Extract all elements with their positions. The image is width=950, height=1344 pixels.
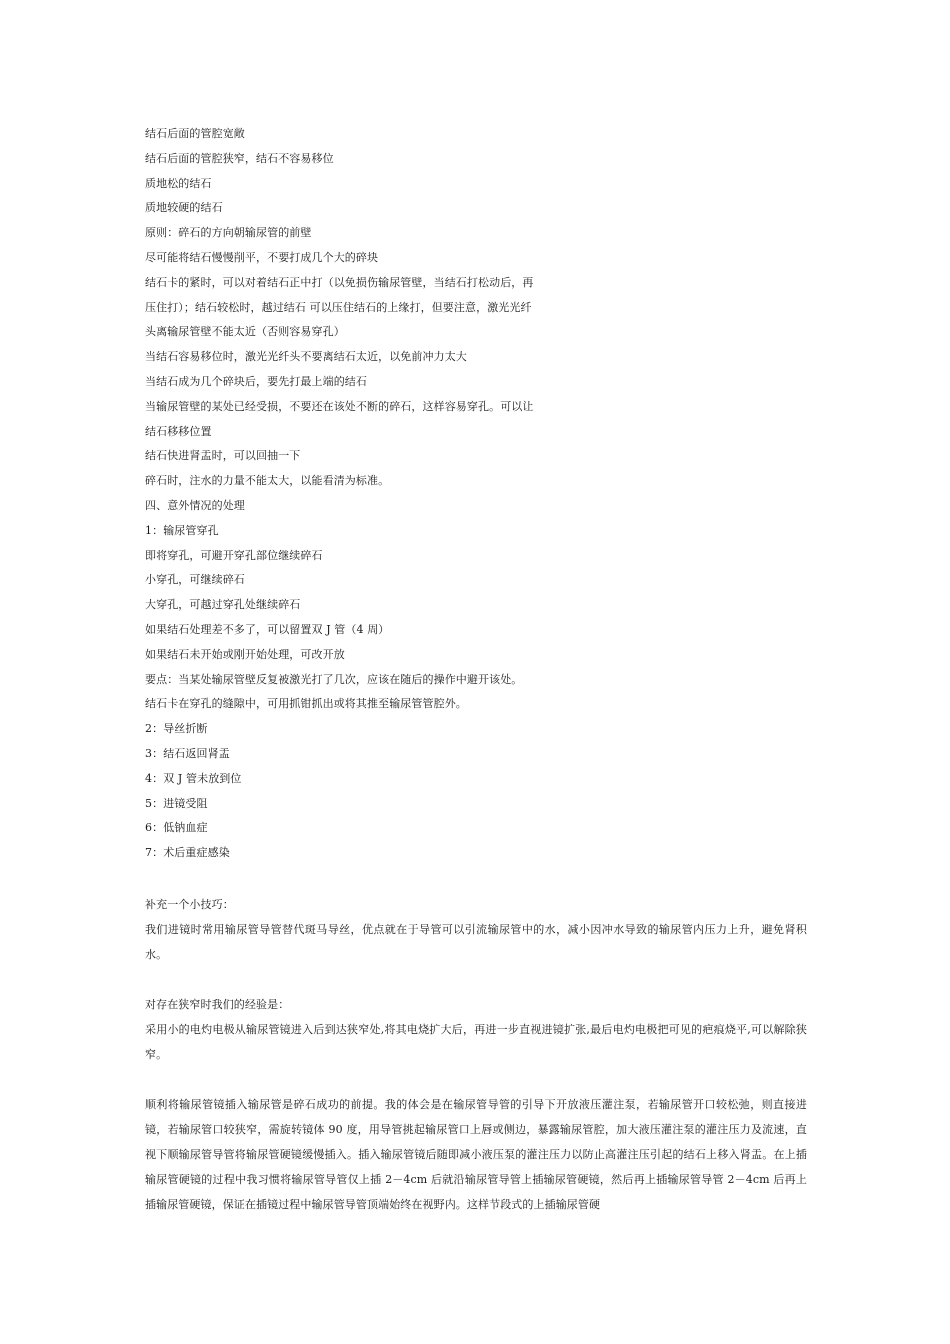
text-line: 原则：碎石的方向朝输尿管的前壁 xyxy=(145,226,312,240)
text-line: 结石快进肾盂时，可以回抽一下 xyxy=(145,449,301,463)
tips-heading: 补充一个小技巧： xyxy=(145,898,234,911)
stricture-heading: 对存在狭窄时我们的经验是： xyxy=(145,998,290,1011)
numbered-item: 7：术后重症感染 xyxy=(145,846,230,860)
text-line: 结石卡在穿孔的缝隙中，可用抓钳抓出或将其推至输尿管管腔外。 xyxy=(145,697,467,711)
text-line: 当结石容易移位时，激光光纤头不要离结石太近，以免前冲力太大 xyxy=(145,350,467,364)
text-line: 小穿孔，可继续碎石 xyxy=(145,573,245,587)
insertion-section xyxy=(145,1092,807,1217)
text-line: 结石后面的管腔狭窄，结石不容易移位 xyxy=(145,151,334,165)
text-line: 如果结石未开始或刚开始处理，可改开放 xyxy=(145,647,345,661)
text-line: 结石后面的管腔宽敞 xyxy=(145,127,245,140)
tips-paragraph: 我们进镜时常用输尿管导管替代斑马导丝，优点就在于导管可以引流输尿管中的水，减小因冲水导致的输尿管内压力上升，避免肾积水。 xyxy=(145,923,807,961)
text-line: 质地较硬的结石 xyxy=(145,201,223,215)
text-line: 结石移移位置 xyxy=(145,424,212,438)
numbered-item: 5：进镜受阻 xyxy=(145,796,208,810)
stricture-paragraph: 采用小的电灼电极从输尿管镜进入后到达狭窄处,将其电烧扩大后，再进一步直视进镜扩张,最后电灼电极把可见的疤痕烧平,可以解除狭窄。 xyxy=(145,1023,807,1061)
section-heading: 四、意外情况的处理 xyxy=(145,498,245,512)
text-line: 要点：当某处输尿管壁反复被激光打了几次，应该在随后的操作中避开该处。 xyxy=(145,672,523,686)
text-line: 压住打）；结石较松时，越过结石 可以压住结石的上缘打，但要注意，激光光纤 xyxy=(145,300,532,314)
stricture-section xyxy=(145,992,807,1067)
numbered-item: 1：输尿管穿孔 xyxy=(145,523,219,537)
text-line: 如果结石处理差不多了，可以留置双 J 管（4 周） xyxy=(145,622,390,636)
text-line: 结石卡的紧时，可以对着结石正中打（以免损伤输尿管壁，当结石打松动后，再 xyxy=(145,275,534,289)
insertion-paragraph: 顺利将输尿管镜插入输尿管是碎石成功的前提。我的体会是在输尿管导管的引导下开放液压灌注泵，若输尿管开口较松弛，则直接进镜，若输尿管口较狭窄，需旋转镜体 90 度，用导管挑起输尿管口上唇或侧边，暴露输尿管腔，加大液压灌注泵的灌注压力及流速，直视下顺输尿管导管将输尿管硬镜缓慢插入。插入输尿管镜后随即减小液压泵的灌注压力以防止高灌注压引起的结石上移入肾盂。在上插输尿管硬镜的过程中我习惯将输尿管导管仅上插 2－4cm 后就沿输尿管导管上插输尿管硬镜，然后再上插输尿管导管 2－4cm 后再上插输尿管硬镜，保证在插镜过程中输尿管导管顶端始终在视野内。这样节段式的上插输尿管硬 xyxy=(145,1098,807,1211)
text-line: 碎石时，注水的力量不能太大，以能看清为标准。 xyxy=(145,474,390,488)
numbered-item: 4：双 J 管未放到位 xyxy=(145,771,242,785)
text-line: 尽可能将结石慢慢削平，不要打成几个大的碎块 xyxy=(145,250,379,264)
text-line: 大穿孔，可越过穿孔处继续碎石 xyxy=(145,598,301,612)
numbered-item: 3：结石返回肾盂 xyxy=(145,746,230,760)
numbered-item: 2：导丝折断 xyxy=(145,722,208,736)
text-line: 头离输尿管壁不能太近（否则容易穿孔） xyxy=(145,325,345,339)
text-line: 即将穿孔，可避开穿孔部位继续碎石 xyxy=(145,548,323,562)
tips-section xyxy=(145,892,807,967)
text-line: 质地松的结石 xyxy=(145,176,212,190)
text-line: 当输尿管壁的某处已经受损，不要还在该处不断的碎石，这样容易穿孔。可以让 xyxy=(145,399,534,413)
numbered-item: 6：低钠血症 xyxy=(145,821,208,835)
text-line: 当结石成为几个碎块后，要先打最上端的结石 xyxy=(145,374,367,388)
procedure-notes-list xyxy=(145,122,585,866)
